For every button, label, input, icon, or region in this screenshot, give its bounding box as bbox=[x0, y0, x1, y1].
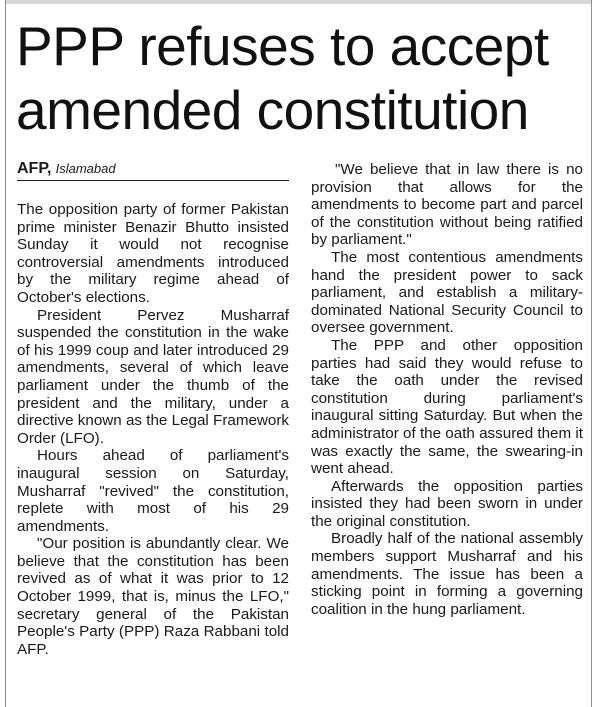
paragraph: "Our position is abundantly clear. We believe that the constitution has been revived as of what it was prior to 12 October 1999, that is, minus the LFO," secretary general of the Pakistan People's Party (PPP) Raza Rabbani told AFP. bbox=[17, 535, 289, 658]
headline bbox=[16, 14, 586, 142]
headline-line-1: PPP refuses to accept bbox=[16, 15, 549, 77]
paragraph: Afterwards the opposition parties insisted they had been sworn in under the original constitution. bbox=[311, 477, 583, 530]
headline-line-2: amended constitution bbox=[16, 79, 529, 141]
left-column bbox=[17, 160, 289, 658]
paragraph: Broadly half of the national assembly members support Musharraf and his amendments. The issue has been a sticking point in forming a governing coalition in the hung parliament. bbox=[311, 530, 583, 618]
byline-place: Islamabad bbox=[55, 161, 116, 176]
paragraph: The PPP and other opposition parties had said they would refuse to take the oath under the revised constitution during parliament's inaugural sitting Saturday. But when the administrator of the oath assured them it was exactly the same, the swearing-in went ahead. bbox=[311, 336, 583, 478]
paragraph: The opposition party of former Pakistan prime minister Benazir Bhutto insisted Sunday it would not recognise controversial amendments introduced by the military regime ahead of October's elections. bbox=[17, 201, 289, 306]
paragraph: "We believe that in law there is no provision that allows for the amendments to become part and parcel of the constitution without being ratified by parliament." bbox=[311, 161, 583, 249]
byline bbox=[17, 160, 289, 181]
paragraph: The most contentious amendments hand the president power to sack parliament, and establish a military-dominated National Security Council to oversee government. bbox=[311, 248, 583, 337]
byline-agency: AFP, bbox=[17, 160, 52, 177]
paragraph: President Pervez Musharraf suspended the constitution in the wake of his 1999 coup and later introduced 29 amendments, several of which leave parliament under the thumb of the president and the military, under a directive known as the Legal Framework Order (LFO). bbox=[17, 306, 289, 447]
paragraph: Hours ahead of parliament's inaugural session on Saturday, Musharraf "revived" the constitution, replete with most of his 29 amendments. bbox=[17, 447, 289, 535]
right-column bbox=[311, 161, 583, 618]
